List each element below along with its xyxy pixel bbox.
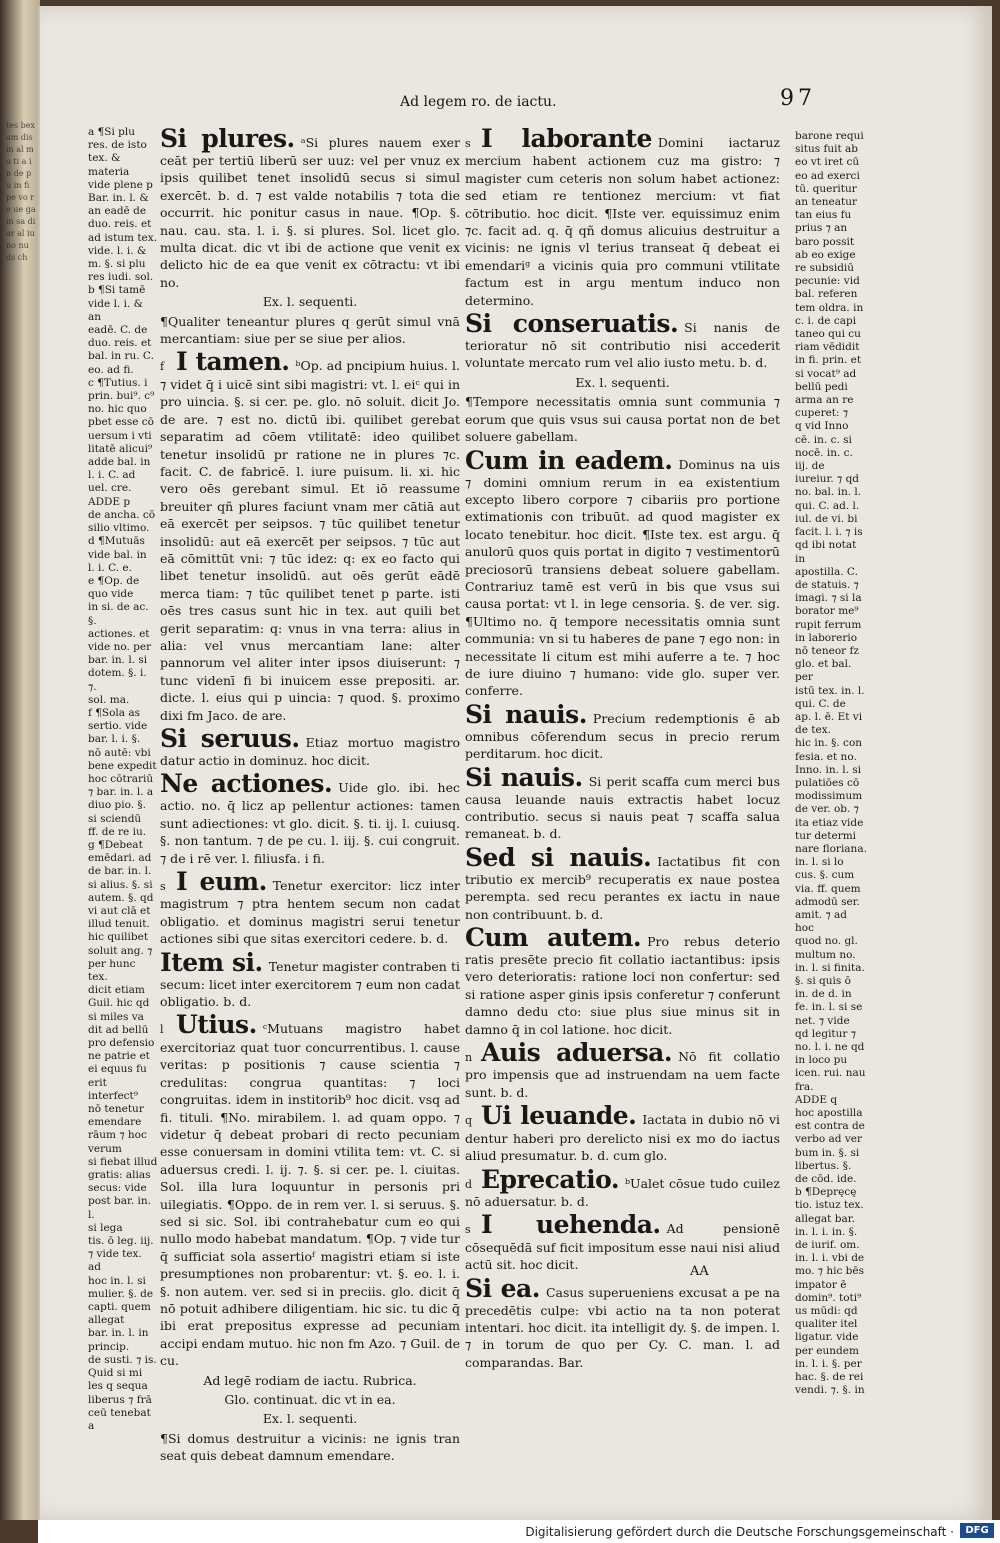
gloss-reference-mark: l [160, 1023, 164, 1037]
section-heading: Ex. l. sequenti. [262, 294, 358, 310]
text-block [160, 947, 460, 1011]
commentary-text: ᵃSi plures nauem exer ceāt per tertiū liberū ser uuz: vel per vnuz ex ipsis quilibet tenet insolidū secus si simul exercēt. b. d. ⁊ est valde notabilis ⁊ tota die occurrit. hic ponitur casus in naue. ¶Op. §. nau. cau. sta. l. i. §. si plures. Sol. licet glo. multa dicat. dic vt ibi de actione que venit ex delicto hic de ea que venit ex cōtractu: vt ibi no. [160, 135, 461, 290]
digitization-footer [38, 1520, 1000, 1543]
text-column-2 [465, 126, 780, 1373]
commentary-text: ¶Tempore necessitatis omnia sunt communia ⁊ eorum que quis vsus sui causa portat non de bet soluere gabellam. [465, 394, 780, 445]
text-block [160, 869, 460, 948]
lemma-heading: Si seruus. [160, 724, 300, 753]
lemma-heading: Ui leuande. [481, 1101, 637, 1131]
text-block [465, 1164, 780, 1211]
text-block [465, 393, 780, 445]
text-block [465, 842, 780, 923]
commentary-text: Iactata in dubio nō vi dentur haberi pro derelicto nisi ex mo do iactus aliud presumatur. b. d. cum glo. [465, 1112, 781, 1164]
lemma-heading: I tamen. [176, 347, 290, 377]
text-block [160, 349, 460, 724]
facing-page-edge [0, 0, 40, 1520]
lemma-heading: Si conseruatis. [465, 309, 679, 339]
commentary-text: Iactatibus fit con tributio ex mercib⁹ recuperatis ex naue postea perempta. sed recu perantes ex iactu in naue non contribuunt. b. d. [465, 853, 780, 922]
dfg-logo: DFG [960, 1523, 994, 1538]
gloss-reference-mark: s [160, 880, 166, 894]
commentary-text: Etiaz mortuo magistro datur actio in dominuz. hoc dicit. [160, 735, 461, 768]
commentary-text: Tenetur magister contraben ti secum: licet inter exercitorem ⁊ eum non cadat obligatio. b. d. [160, 958, 460, 1010]
lemma-heading: Si plures. [160, 124, 295, 153]
commentary-text: Precium redemptionis ē ab omnibus cōferendum secus in precio rerum perditarum. hoc dicit. [465, 710, 780, 762]
commentary-text: Pro rebus deterio ratis presēte precio fit collatio iactantibus: ipsis vero deterioratis: ratione loci non confertur: sed si ratione asper ginis ipsis conferetur ⁊ conferunt damno dedu cto: siue plus siue minus sit in damno q̄ in col latione. hoc dicit. [465, 934, 780, 1037]
folio-number: 97 [780, 86, 816, 111]
text-block [465, 1212, 780, 1273]
lemma-heading: Sed si nauis. [465, 842, 652, 872]
lemma-heading: I eum. [176, 867, 267, 897]
text-block [465, 1273, 780, 1372]
commentary-text: Domini iactaruz mercium habent actionem cuz ma gistro: ⁊ magister cum ceteris non solum habet actionez: sed etiam re tentionez mercium: vt fiat cōtributio. hoc dicit. ¶Iste ver. equissimuz enim ⁊c. facit ad. q. q̄ qñ domus alicuius destruitur a vicinis: ne ignis vl terius transeat q̄ debeat ei emendariᵍ a vicinis quia pro communi vtilitate factum est in argu mentum induco non determino. [465, 135, 780, 308]
marginal-gloss-right: barone requi situs fuit ab eo vt iret cū eo ad exerci tū. queritur an teneatur tan eius fu prius ⁊ an baro possit ab eo exige re subsidiū pecunie: vid bal. referen tem oldra. in c. i. de capi taneo qui cu riam vēdidit in fi. prin. et si vocat⁹ ad bellū pedi arma an re cuperet: ⁊ q vid Inno cē. in. c. si nocē. in. c. iij. de iureiur. ⁊ qd no. bal. in. l. qui. C. ad. l. iul. de vi. bi facit. l. i. ⁊ is qd ibi notat in apostilla. C. de statuis. ⁊ imagi. ⁊ si la borator me⁹ rupit ferrum in laborerio nō teneor fz glo. et bal. per istū tex. in. l. qui. C. de ap. l. ē. Et vi de tex. hic in. §. con fesia. et no. Inno. in. l. si pulatiōes cō modissimum de ver. ob. ⁊ ita etiaz vide tur determi nare floriana. in. l. si lo cus. §. cum via. ff. quem admodū ser. amit. ⁊ ad hoc quod no. gl. multum no. in. l. si finita. §. si quis ō in. de d. in fe. in. l. si se net. ⁊ vide qd legitur ⁊ no. l. i. ne qd in loco pu icen. rui. nau fra. ADDE q hoc apostilla est contra de verbo ad ver bum in. §. si libertus. §. de cōd. ide. b ¶Depręcę tio. istuz tex. allegat bar. in. l. i. in. §. de iurif. om. in. l. i. vbi de mo. ⁊ hic bēs impator ē domin⁹. toti⁹ us mūdi: qd qualiter itel ligatur. vide per eundem in. l. i. §. per hac. §. de rei vendi. ⁊. §. in [795, 130, 867, 1397]
gloss-reference-mark: s [465, 137, 471, 150]
lemma-heading: Item si. [160, 947, 263, 977]
lemma-heading: Cum in eadem. [465, 445, 673, 475]
lemma-heading: Auis aduersa. [481, 1038, 673, 1068]
lemma-heading: Cum autem. [465, 923, 642, 953]
text-block [160, 313, 460, 348]
text-block [160, 1430, 460, 1465]
commentary-text: Casus superueniens excusat a pe na precedētis culpe: vbi actio na ta non poterat intentari. hoc dicit. ita intelligit dy. §. de impen. l. ⁊ in torum de quo per Cy. C. man. l. ad comparandas. Bar. [465, 1284, 780, 1370]
gloss-reference-mark: n [465, 1051, 473, 1065]
text-column-1 [160, 126, 460, 1467]
commentary-text: ¶Qualiter teneantur plures q gerūt simul vnā mercantiam: siue per se siue per alios. [160, 313, 460, 347]
text-block [465, 1040, 780, 1101]
text-block [465, 699, 780, 763]
lemma-heading: Eprecatio. [481, 1164, 620, 1194]
commentary-text: ᶜMutuans magistro habet exercitoriaz quat tuor concurrentibus. l. cause veritas: p positionis ⁊ cause scientia ⁊ credulitas: congrua quantitas: ⁊ loci congruitas. idem in institorib⁹ hoc dicit. vsq ad fi. tituli. ¶No. mirabilem. l. ad quam oppo. ⁊ videtur q̄ debeat probari di recto pecuniam esse conuersam in domini vtilita tem: vt. C. si aduersus credi. l. ij. ⁊. §. si cer. pe. l. ciuitas. Sol. illa lura loquuntur in personis pri uilegiatis. ¶Oppo. de in rem ver. l. si seruus. §. sed si sic. Sol. ibi contrahebatur cum eo qui nullo modo habebat mandatum. ¶Op. ⁊ vide tur q̄ sufficiat sola assertioᶠ magistri etiam si iste presumptiones non probarentur: vt. §. eo. l. i. §. non autem. ver. sed si in preciis. glo. dicit q̄ nō potuit adhibere diligentiam. hic sic. tu dic q̄ ibi erat prepositus expresse ad pecuniam accipi endam mutuo. hic non fm Azo. ⁊ Guil. de cu. [160, 1021, 460, 1369]
commentary-text: ¶Si domus destruitur a vicinis: ne ignis tran seat quis debeat damnum emendare. [160, 1430, 460, 1464]
lemma-heading: Si nauis. [465, 699, 587, 729]
text-block [465, 374, 780, 391]
section-heading: Ex. l. sequenti. [262, 1411, 358, 1427]
text-block [465, 762, 780, 843]
text-block [160, 126, 460, 291]
lemma-heading: I uehenda. [481, 1210, 661, 1240]
text-block [160, 293, 460, 310]
text-block [160, 771, 460, 867]
lemma-heading: Utius. [176, 1010, 257, 1040]
book-page [38, 6, 992, 1520]
text-block [160, 726, 460, 769]
gloss-reference-mark: f [160, 360, 165, 374]
gloss-reference-mark: q [465, 1114, 473, 1128]
gloss-reference-mark: d [465, 1177, 473, 1191]
commentary-text: Si perit scaffa cum merci bus causa leuande nauis extractis habet locuz contributio. secus si nauis peat ⁊ scaffa salua remaneat. b. d. [465, 773, 780, 842]
lemma-heading: Si ea. [465, 1273, 540, 1303]
commentary-text: Uide glo. ibi. hec actio. no. q̄ licz ap pellentur actiones: tamen sunt adiectiones: vt glo. dicit. §. ti. ij. l. cuiusq. §. non tantum. ⁊ de pe cu. l. iij. §. cui congruit. ⁊ de i rē ver. l. filiusfa. i fi. [160, 780, 460, 866]
commentary-text: Nō fit collatio pro impensis que ad instruendam na uem facte sunt. b. d. [465, 1049, 780, 1100]
commentary-text: Si nanis de terioratur nō sit contributio nisi accederit voluntate mercato rum vel alio iusto metu. b. d. [465, 320, 781, 371]
text-block [160, 1391, 460, 1408]
section-heading: Ex. l. sequenti. [575, 374, 670, 390]
running-head: Ad legem ro. de iactu. [400, 94, 557, 110]
lemma-heading: Ne actiones. [160, 769, 333, 799]
section-heading: Ad legē rodiam de iactu. Rubrica. [203, 1372, 417, 1388]
commentary-text: ᵇUalet cōsue tudo cuilez nō aduersatur. b. d. [465, 1175, 780, 1209]
text-block [465, 126, 780, 309]
text-block [465, 311, 780, 372]
lemma-heading: I laborante [481, 124, 652, 153]
text-block [465, 445, 780, 700]
section-heading: Glo. continuat. dic vt in ea. [224, 1392, 396, 1407]
commentary-text: ᵇOp. ad pncipium huius. l. ⁊ videt q̄ i uicē sint sibi magistri: vt. l. eiᶜ qui in pro uincia. §. si cer. pe. glo. nō soluit. dicit Jo. de are. ⁊ est no. dictū ibi. quilibet gerebat separatim ad cōem vtilitatē: ideo quilibet tenetur insolidū pr ratione ne in plures ⁊c. facit. C. de fabricē. l. iure puisum. li. xi. hic vero oēs gerebant simul. Et iō reassume breuiter qñ plures faciunt vnam mer cātiā aut eā exercēt per seipsos. ⁊ tūc quilibet tenetur insolidū: aut eā exercēt per seipsos. ⁊ tūc aut eā cōmittūt vni: ⁊ tūc idez: q: ex eo facto qui libet tenetur insolidū. aut oēs gerūt eādē merca tiam: ⁊ tūc quilibet tenet p parte. isti oēs tres casus sunt hic in tex. aut quili bet gerit separatim: q: vnus in vna terra: alius in alia: vel vnus mercantiam lane: alter pannorum vel aliter inter ipsos diuiserunt: ⁊ tunc videnī fi bi inuicem esse prepositi. ar. dicte. l. eius qui p uincia: ⁊ quod. §. proximo dixi fm Jaco. de are. [160, 358, 460, 723]
text-block [465, 925, 780, 1038]
text-block [160, 1012, 460, 1369]
facing-page-text: tes bex am dis in al mo ti a in de pu in fi pe vo re ue ga in sa di ar al iu no nu ds ch [6, 121, 36, 262]
commentary-text: Ad pensionē cōsequēdā suf ficit impositum esse naui nisi aliud actū sit. hoc dicit. [465, 1221, 780, 1273]
text-block [465, 1103, 780, 1164]
text-block [160, 1410, 460, 1427]
marginal-gloss-left: a ¶Si plu res. de isto tex. & materia vide plene p Bar. in. l. & an eadē de duo. reis. et ad istum tex. vide. l. i. & m. §. si plu res iudi. sol. b ¶Si tamē vide l. i. & an eadē. C. de duo. reis. et bal. in ru. C. eo. ad fi. c ¶Tutius. i prin. bui⁹. c⁹ no. hic quo pbet esse cō uersum i vti litatē alicui⁹ adde bal. in l. i. C. ad uel. cre. ADDE p de ancha. cō silio vltimo. d ¶Mutuās vide bal. in l. i. C. e. e ¶Op. de quo vide in si. de ac. §. actiones. et vide no. per bar. in. l. si dotem. §. i. ⁊. sol. ma. f ¶Sola as sertio. vide bar. l. i. §. nō autē: vbi bene expedit hoc cōtrariū ⁊ bar. in. l. a diuo pio. §. si sciendū ff. de re iu. g ¶Debeat emēdari. ad de bar. in. l. si alius. §. si autem. §. qd vi aut clā et illud tenuit. hic quilibet soluit ang. ⁊ per hunc tex. dicit etiam Guil. hic qd si miles va dit ad bellū pro defensio ne patrie et ei equus fu erit interfect⁹ nō tenetur emendare rāum ⁊ hoc verum si fiebat illud gratis: alias secus: vide post bar. in. l. si lega tis. ō leg. iij. ⁊ vide tex. ad hoc in. l. si mulier. §. de capti. quem allegat bar. in. l. in princip. de susti. ⁊ is. Quid si mi les q sequa liberus ⁊ frā ceū tenebat a [88, 126, 158, 1432]
commentary-text: Dominus na uis ⁊ domini omnium rerum in ea existentium excepto libero corpore ⁊ cibariis pro portione extimationis con tribuūt. ad quod magister ex locato tenebitur. hoc dicit. ¶Iste tex. est argu. q̄ anulorū quos quis portat in digito ⁊ vestimentorū preciosorū transiens debeat soluere gabellam. Contrariuz tamē est verū in bis que vsus sui causa portat: vt l. in lege censoria. §. de ver. sig. ¶Ultimo no. q̄ tempore necessitatis omnia sunt communia: vn si tu haberes de pane ⁊ ego non: in necessitate li citum est mihi auferre a te. ⁊ hoc de iure diuino ⁊ humano: vide glo. super ver. conferre. [465, 456, 780, 699]
commentary-text: Tenetur exercitor: licz inter magistrum ⁊ ptra hentem secum non cadat obligatio. et dominus magistri serui tenetur actiones sibi que sitas exercitori cedere. b. d. [160, 878, 461, 947]
signature-mark: AA [690, 1264, 709, 1279]
lemma-heading: Si nauis. [465, 762, 583, 792]
gloss-reference-mark: s [465, 1223, 471, 1237]
text-block [160, 1372, 460, 1389]
footer-credit: Digitalisierung gefördert durch die Deutsche Forschungsgemeinschaft · [525, 1525, 954, 1539]
